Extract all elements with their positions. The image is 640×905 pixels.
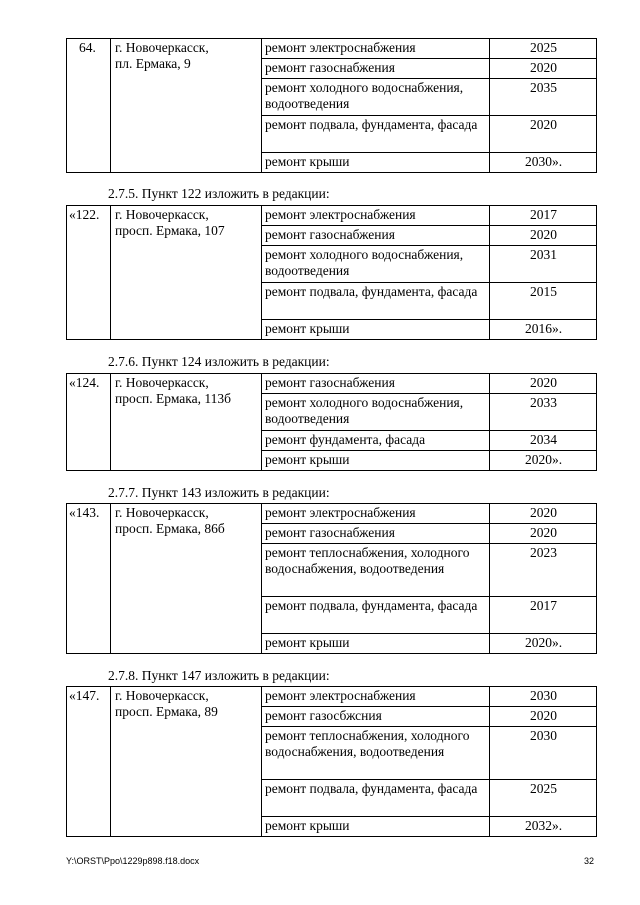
year-cell: 2025 bbox=[490, 780, 597, 817]
item-number: «147. bbox=[67, 687, 111, 837]
year-cell: 2023 bbox=[490, 544, 597, 597]
table-item-64 bbox=[66, 38, 596, 173]
work-cell: ремонт фундамента, фасада bbox=[262, 431, 490, 451]
work-cell: ремонт крыши bbox=[262, 153, 490, 173]
work-cell: ремонт электроснабжения bbox=[262, 687, 490, 707]
work-cell: ремонт электроснабжения bbox=[262, 39, 490, 59]
work-cell: ремонт теплоснабжения, холодного водоснабжения, водоотведения bbox=[262, 727, 490, 780]
work-cell: ремонт газоснабжения bbox=[262, 374, 490, 394]
year-cell: 2032». bbox=[490, 817, 597, 837]
page-number: 32 bbox=[584, 856, 595, 866]
year-cell: 2020 bbox=[490, 504, 597, 524]
item-number: «124. bbox=[67, 374, 111, 471]
section-heading-2-7-8: 2.7.8. Пункт 147 изложить в редакции: bbox=[108, 668, 330, 683]
work-cell: ремонт крыши bbox=[262, 817, 490, 837]
year-cell: 2025 bbox=[490, 39, 597, 59]
year-cell: 2020 bbox=[490, 226, 597, 246]
year-cell: 2015 bbox=[490, 283, 597, 320]
work-cell: ремонт газоснабжения bbox=[262, 226, 490, 246]
year-cell: 2020». bbox=[490, 634, 597, 654]
work-cell: ремонт подвала, фундамента, фасада bbox=[262, 780, 490, 817]
work-cell: ремонт подвала, фундамента, фасада bbox=[262, 116, 490, 153]
year-cell: 2020 bbox=[490, 374, 597, 394]
year-cell: 2017 bbox=[490, 206, 597, 226]
item-number: «143. bbox=[67, 504, 111, 654]
section-heading-2-7-5: 2.7.5. Пункт 122 изложить в редакции: bbox=[108, 186, 330, 201]
work-cell: ремонт газоснабжения bbox=[262, 59, 490, 79]
work-cell: ремонт газоснабжения bbox=[262, 524, 490, 544]
address-cell: г. Новочеркасск, просп. Ермака, 89 bbox=[111, 687, 262, 837]
section-heading-2-7-6: 2.7.6. Пункт 124 изложить в редакции: bbox=[108, 354, 330, 369]
table-item-143 bbox=[66, 503, 596, 654]
work-cell: ремонт теплоснабжения, холодного водоснабжения, водоотведения bbox=[262, 544, 490, 597]
item-number: 64. bbox=[67, 39, 111, 173]
work-cell: ремонт крыши bbox=[262, 634, 490, 654]
work-cell: ремонт подвала, фундамента, фасада bbox=[262, 283, 490, 320]
year-cell: 2020». bbox=[490, 451, 597, 471]
work-cell: ремонт газосбжсния bbox=[262, 707, 490, 727]
year-cell: 2016». bbox=[490, 320, 597, 340]
work-cell: ремонт подвала, фундамента, фасада bbox=[262, 597, 490, 634]
year-cell: 2030 bbox=[490, 727, 597, 780]
work-cell: ремонт электроснабжения bbox=[262, 206, 490, 226]
table-item-147 bbox=[66, 686, 596, 837]
year-cell: 2020 bbox=[490, 116, 597, 153]
table-item-124 bbox=[66, 373, 596, 471]
year-cell: 2031 bbox=[490, 246, 597, 283]
year-cell: 2020 bbox=[490, 524, 597, 544]
year-cell: 2020 bbox=[490, 707, 597, 727]
year-cell: 2030». bbox=[490, 153, 597, 173]
address-cell: г. Новочеркасск, просп. Ермака, 86б bbox=[111, 504, 262, 654]
address-cell: г. Новочеркасск, просп. Ермака, 113б bbox=[111, 374, 262, 471]
works-table bbox=[66, 373, 597, 471]
work-cell: ремонт электроснабжения bbox=[262, 504, 490, 524]
work-cell: ремонт крыши bbox=[262, 451, 490, 471]
work-cell: ремонт холодного водоснабжения, водоотведения bbox=[262, 79, 490, 116]
works-table bbox=[66, 38, 597, 173]
year-cell: 2033 bbox=[490, 394, 597, 431]
address-cell: г. Новочеркасск, просп. Ермака, 107 bbox=[111, 206, 262, 340]
work-cell: ремонт крыши bbox=[262, 320, 490, 340]
works-table bbox=[66, 686, 597, 837]
section-heading-2-7-7: 2.7.7. Пункт 143 изложить в редакции: bbox=[108, 485, 330, 500]
address-cell: г. Новочеркасск, пл. Ермака, 9 bbox=[111, 39, 262, 173]
year-cell: 2030 bbox=[490, 687, 597, 707]
table-item-122 bbox=[66, 205, 596, 340]
work-cell: ремонт холодного водоснабжения, водоотведения bbox=[262, 246, 490, 283]
year-cell: 2035 bbox=[490, 79, 597, 116]
year-cell: 2034 bbox=[490, 431, 597, 451]
work-cell: ремонт холодного водоснабжения, водоотведения bbox=[262, 394, 490, 431]
item-number: «122. bbox=[67, 206, 111, 340]
year-cell: 2017 bbox=[490, 597, 597, 634]
year-cell: 2020 bbox=[490, 59, 597, 79]
works-table bbox=[66, 205, 597, 340]
works-table bbox=[66, 503, 597, 654]
footer-file-path: Y:\ORST\Ppo\1229p898.f18.docx bbox=[66, 856, 200, 866]
